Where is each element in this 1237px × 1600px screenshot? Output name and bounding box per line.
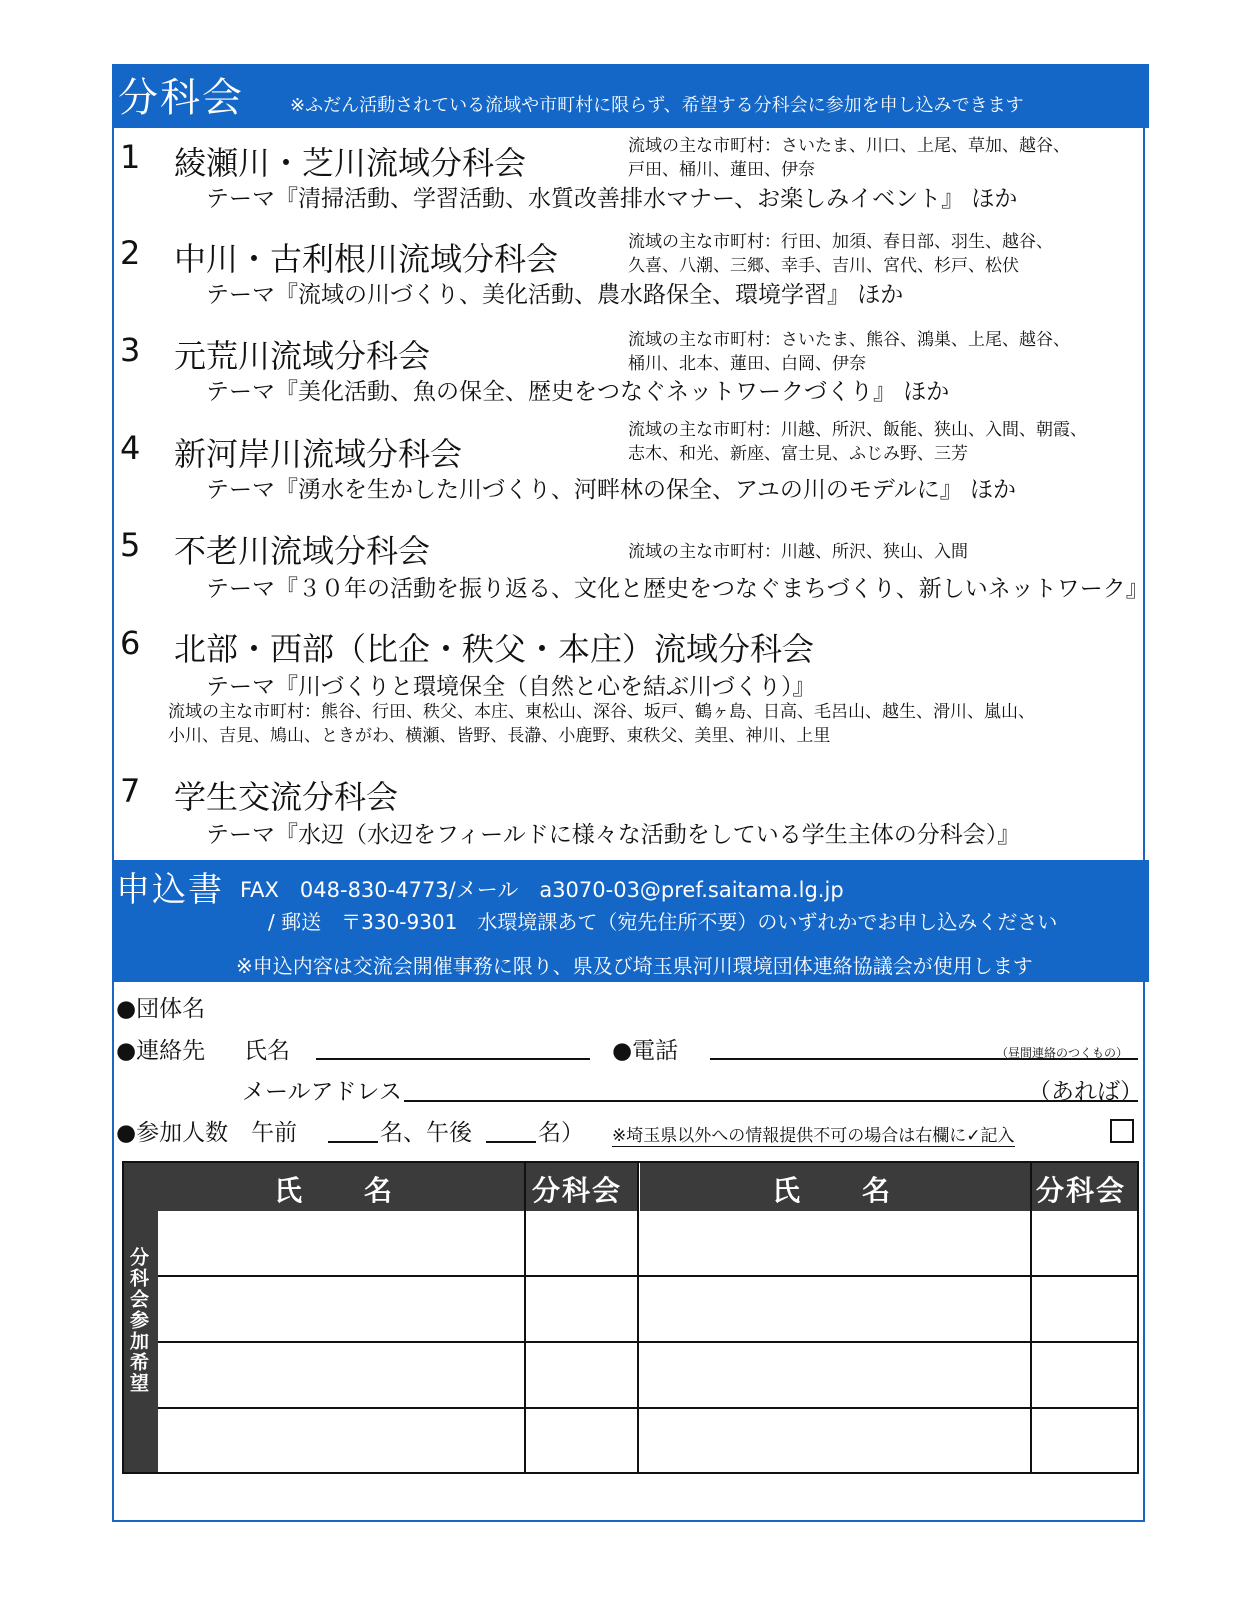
application-contact-post: / 郵送 〒330-9301 水環境課あて（宛先住所不要）のいずれかでお申し込みください xyxy=(268,910,1058,934)
contact-name-label: 氏名 xyxy=(244,1038,290,1064)
section-title: 学生交流分科会 xyxy=(174,778,399,816)
privacy-consent-note: ※埼玉県以外への情報提供不可の場合は右欄に✓記入 xyxy=(612,1121,1015,1147)
municipality-line: 久喜、八潮、三郷、幸手、吉川、宮代、杉戸、松伏 xyxy=(628,256,1019,276)
participant-table xyxy=(122,1161,1139,1474)
table-header xyxy=(124,1163,1137,1211)
section-number: 2 xyxy=(120,234,141,272)
section-theme: テーマ『川づくりと環境保全（自然と心を結ぶ川づくり）』 xyxy=(206,674,816,700)
email-label: メールアドレス xyxy=(242,1079,402,1105)
section-municipalities-2 xyxy=(628,230,1148,278)
column-header-name: 氏 名 xyxy=(274,1174,395,1207)
contact-name-field[interactable] xyxy=(316,1058,590,1060)
email-note: （あれば） xyxy=(1028,1079,1143,1105)
section-number: 7 xyxy=(120,772,141,810)
section-number: 5 xyxy=(120,526,141,564)
municipality-line: 志木、和光、新座、富士見、ふじみ野、三芳 xyxy=(628,444,968,464)
section-number: 1 xyxy=(120,138,141,176)
municipality-line: 流域の主な市町村：さいたま、川口、上尾、草加、越谷、 xyxy=(628,136,1070,156)
column-header-session: 分科会 xyxy=(1036,1174,1127,1207)
row-divider xyxy=(158,1341,1137,1343)
section-municipalities-6 xyxy=(168,700,1035,748)
column-divider xyxy=(1030,1163,1032,1472)
pm-suffix: 名） xyxy=(538,1120,584,1146)
phone-note: （昼間連絡のつくもの） xyxy=(996,1046,1129,1060)
section-number: 3 xyxy=(120,331,141,369)
section-number: 4 xyxy=(120,429,141,467)
participants-label: ●参加人数 午前 xyxy=(116,1120,298,1146)
section-municipalities-5 xyxy=(628,540,1148,564)
municipality-line: 流域の主な市町村：熊谷、行田、秩父、本庄、東松山、深谷、坂戸、鶴ヶ島、日高、毛呂山、越生、滑川、嵐山、 xyxy=(168,702,1035,722)
org-name-label: ●団体名 xyxy=(116,996,206,1022)
section-title: 不老川流域分科会 xyxy=(174,532,431,570)
bunkakai-header-band xyxy=(112,64,1149,128)
section-title: 元荒川流域分科会 xyxy=(174,337,431,375)
section-municipalities-4 xyxy=(628,418,1148,466)
privacy-checkbox[interactable] xyxy=(1110,1119,1134,1143)
application-privacy-note: ※申込内容は交流会開催事務に限り、県及び埼玉県河川環境団体連絡協議会が使用します xyxy=(236,954,1033,978)
table-side-label xyxy=(124,1211,158,1472)
am-suffix: 名、午後 xyxy=(380,1120,472,1146)
contact-label: ●連絡先 xyxy=(116,1038,206,1064)
municipality-line: 流域の主な市町村：さいたま、熊谷、鴻巣、上尾、越谷、 xyxy=(628,330,1070,350)
application-contact-fax-mail: FAX 048-830-4773/メール a3070-03@pref.saitama.lg.jp xyxy=(240,878,844,902)
municipality-line: 流域の主な市町村：行田、加須、春日部、羽生、越谷、 xyxy=(628,232,1053,252)
section-title: 新河岸川流域分科会 xyxy=(174,435,463,473)
section-theme: テーマ『清掃活動、学習活動、水質改善排水マナー、お楽しみイベント』 ほか xyxy=(206,186,1018,212)
application-title: 申込書 xyxy=(116,870,224,910)
section-title: 北部・西部（比企・秩父・本庄）流域分科会 xyxy=(174,630,815,668)
phone-label: ●電話 xyxy=(612,1038,679,1064)
column-header-session: 分科会 xyxy=(532,1174,623,1207)
section-theme: テーマ『水辺（水辺をフィールドに様々な活動をしている学生主体の分科会）』 xyxy=(206,822,1021,848)
section-theme: テーマ『湧水を生かした川づくり、河畔林の保全、アユの川のモデルに』 ほか xyxy=(206,477,1017,503)
am-count-field[interactable] xyxy=(328,1141,378,1143)
row-divider xyxy=(158,1407,1137,1409)
municipality-line: 桶川、北本、蓮田、白岡、伊奈 xyxy=(628,354,866,374)
header-note: ※ふだん活動されている流域や市町村に限らず、希望する分科会に参加を申し込みできます xyxy=(290,95,1024,116)
section-number: 6 xyxy=(120,624,141,662)
municipality-line: 流域の主な市町村：川越、所沢、狭山、入間 xyxy=(628,542,968,562)
column-divider xyxy=(524,1163,526,1472)
column-divider xyxy=(637,1163,639,1472)
pm-count-field[interactable] xyxy=(486,1141,536,1143)
section-title: 分科会 xyxy=(118,75,244,121)
side-label-text: 分科会参加希望 xyxy=(127,1247,149,1394)
municipality-line: 小川、吉見、鳩山、ときがわ、横瀬、皆野、長瀞、小鹿野、東秩父、美里、神川、上里 xyxy=(168,726,831,746)
application-header-band xyxy=(112,860,1149,982)
section-municipalities-3 xyxy=(628,328,1148,376)
municipality-line: 流域の主な市町村：川越、所沢、飯能、狭山、入間、朝霞、 xyxy=(628,420,1087,440)
section-title: 綾瀬川・芝川流域分科会 xyxy=(174,144,527,182)
section-municipalities-1 xyxy=(628,134,1148,182)
municipality-line: 戸田、桶川、蓮田、伊奈 xyxy=(628,160,815,180)
section-title: 中川・古利根川流域分科会 xyxy=(174,240,559,278)
section-theme: テーマ『流域の川づくり、美化活動、農水路保全、環境学習』 ほか xyxy=(206,282,904,308)
column-header-name: 氏 名 xyxy=(772,1174,893,1207)
section-theme: テーマ『美化活動、魚の保全、歴史をつなぐネットワークづくり』 ほか xyxy=(206,379,950,405)
section-theme: テーマ『３０年の活動を振り返る、文化と歴史をつなぐまちづくり、新しいネットワーク』 xyxy=(206,576,1149,602)
row-divider xyxy=(158,1275,1137,1277)
